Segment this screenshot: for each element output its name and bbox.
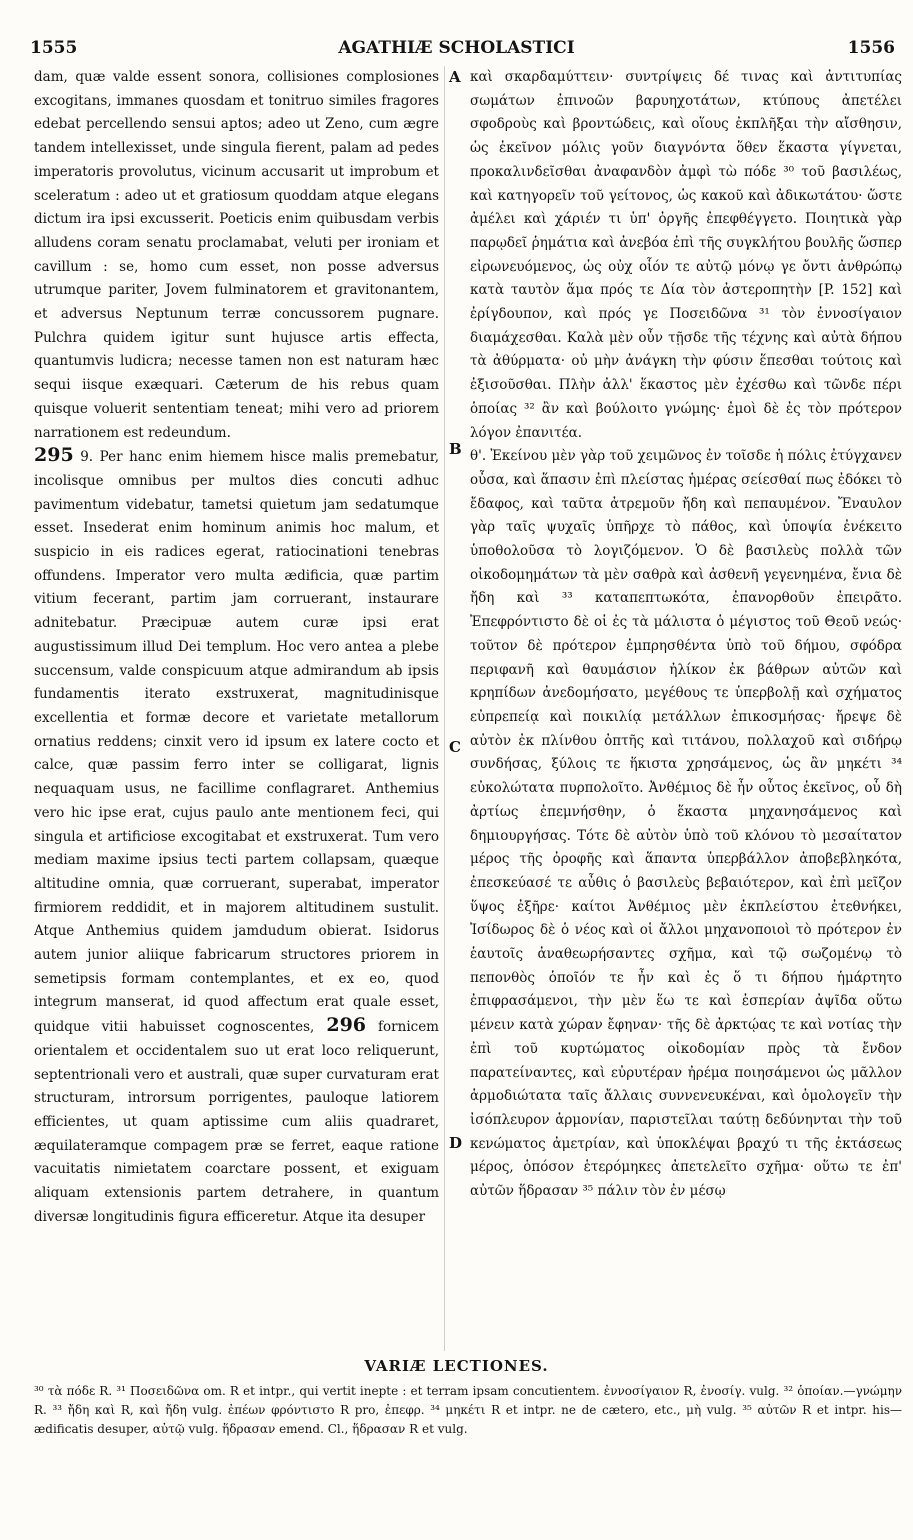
running-title: AGATHIÆ SCHOLASTICI bbox=[338, 38, 575, 58]
section-number-295: 295 bbox=[34, 444, 74, 467]
page-number-left: 1555 bbox=[30, 38, 78, 58]
column-separator bbox=[444, 66, 445, 1351]
variae-lectiones-title: VARIÆ LECTIONES. bbox=[364, 1357, 549, 1375]
section-number-296: 296 bbox=[326, 1014, 367, 1037]
margin-marker-b: B bbox=[449, 440, 462, 458]
latin-paragraph-1: dam, quæ valde essent sonora, collisiones complosiones excogitans, immanes quosdam et tonitruo similes fragores edebat percellendo sensui aptos; adeo ut Zeno, cum ægre tandem intellexisset, unde singula fierent, palam ad pedes imperatoris provolutus, vicinum accusarit ut improbum et sceleratum : adeo ut et gratiosum quoddam atque elegans dictum ira ipsi excusserit. Poeticis enim quibusdam verbis alludens coram senatu proclamabat, veluti per ironiam et cavillum : se, homo cum esset, non posse adversus utrumque pariter, Jovem fulminatorem et gravitonantem, et adversus Neptunum terræ concussorem pugnare. Pulchra quidem igitur sunt hujusce artis effecta, quantumvis ludicra; necesse tamen non est naturam hæc sequi iisque exæquari. Cæterum de his rebus quam quisque voluerit sententiam teneat; mihi vero ad priorem narrationem est redeundum. bbox=[34, 69, 439, 441]
greek-paragraph-2: θ'. Ἐκείνου μὲν γὰρ τοῦ χειμῶνος ἐν τοῖσδε ἡ πόλις ἐτύγχανεν οὖσα, καὶ ἅπασιν ἐπὶ πλείστας ἡμέρας σείεσθαί πως ἐδόκει τὸ ἔδαφος, καὶ ταῦτα ἀτρεμοῦν ἤδη καὶ πεπαυμένον. Ἔναυλον γὰρ ταῖς ψυχαῖς ὑπῆρχε τὸ πάθος, καὶ ὑποψία ἐνέκειτο ὑποθολοῦσα τὸ λογιζόμενον. Ὁ δὲ βασιλεὺς πολλὰ τῶν οἰκοδομημάτων τὰ μὲν σαθρὰ καὶ ἀσθενῆ γεγενημένα, ἔνια δὲ ἤδη καὶ ³³ καταπεπτωκότα, ἐπανορθοῦν ἐπειρᾶτο. Ἐπεφρόντιστο δὲ οἱ ἐς τὰ μάλιστα ὁ μέγιστος τοῦ Θεοῦ νεώς· τοῦτον δὲ πρότερον ἐμπρησθέντα ὑπὸ τοῦ δήμου, σφόδρα περιφανῆ καὶ θαυμάσιον ἠλίκον ἐκ βάθρων αὐτῶν καὶ κρηπίδων ἀνεδομήσατο, μεγέθους τε ὑπερβολῇ καὶ σχήματος εὐπρεπείᾳ καὶ ποικιλίᾳ μετάλλων ἐπικοσμήσας· ἤρεψε δὲ αὐτὸν ἐκ πλίνθου ὀπτῆς καὶ τιτάνου, πολλαχοῦ καὶ σιδήρῳ συνδήσας, ξύλοις τε ἥκιστα χρησάμενος, ὡς ἂν μηκέτι ³⁴ εὐκολώτατα πυρπολοῖτο. Ἀνθέμιος δὲ ἦν οὗτος ἐκεῖνος, οὗ δὴ ἀρτίως ἐπεμνήσθην, ὁ ἕκαστα μηχανησάμενος καὶ δημιουργήσας. Τότε δὲ αὐτὸν ὑπὸ τοῦ κλόνου τὸ μεσαίτατον μέρος τῆς ὀροφῆς καὶ ἅπαντα ὑπερβάλλον ἀποβεβληκότα, ἐπεσκεύασέ τε αὖθις ὁ βασιλεὺς βεβαιότερον, καὶ ἐπὶ μεῖζον ὕψος ἐξῆρε· καίτοι Ἀνθέμιος μὲν ἐκπλείστου ἐτεθνήκει, Ἰσίδωρος δὲ ὁ νέος καὶ οἱ ἄλλοι μηχανοποιοὶ τὸ πρότερον ἐν ἑαυτοῖς ἀναθεωρήσαντες σχῆμα, καὶ τῷ σωζομένῳ τὸ πεπονθὸς ὁποῖόν τε ἦν καὶ ἐς ὅ τι δήπου ἡμάρτητο ἐπιφρασάμενοι, τὴν μὲν ἕω τε καὶ ἑσπερίαν ἀψῖδα οὕτω μένειν κατὰ χώραν ἔφηναν· τῆς δὲ ἀρκτῴας τε καὶ νοτίας τὴν ἐπὶ τοῦ κυρτώματος οἰκοδομίαν πρὸς τὰ ἔνδον παρατείναντες, καὶ εὐρυτέραν ἠρέμα ποιησάμενοι ὡς μᾶλλον ἁρμοδιώτατα ταῖς ἄλλαις συννενευκέναι, καὶ ὁμολογεῖν τὴν ἰσόπλευρον ἁρμονίαν, παριστεῖλαι ταύτῃ δεδύνηνται τὴν τοῦ κενώματος ἀμετρίαν, καὶ ὑποκλέψαι βραχύ τι τῆς ἐκτάσεως μέρος, ὁπόσον ἑτερόμηκες ἀπετελεῖτο σχῆμα· οὕτω τε ἐπ' αὐτῶν ἥδρασαν ³⁵ πάλιν τὸν ἐν μέσῳ bbox=[470, 448, 902, 1200]
greek-column bbox=[470, 66, 902, 1351]
margin-marker-a: A bbox=[449, 68, 461, 86]
page-number-right: 1556 bbox=[847, 38, 895, 58]
margin-marker-d: D bbox=[449, 1134, 463, 1152]
margin-marker-c: C bbox=[449, 738, 461, 756]
latin-paragraph-2-text: 9. Per hanc enim hiemem hisce malis premebatur, incolisque omnibus per multos dies concuti adhuc pavimentum videbatur, tametsi quietum jam sedatumque esset. Insederat enim hominum animis hoc malum, et suspicio in eis radices egerat, ratiocinationi tenebras offundens. Imperator vero multa ædificia, quæ partim vitium fecerant, partim jam corruerant, instaurare adnitebatur. Præcipuæ autem curæ ipsi erat augustissimum illud Dei templum. Hoc vero antea a plebe succensum, valde conspicuum atque admirandum ab ipsis fundamentis iterato exstruxerat, magnitudinisque excellentia et formæ decore et varietate metallorum ornatius reddens; cinxit vero id ipsum ex latere cocto et calce, quæ passim ferro inter se colligarat, lignis nequaquam usus, ne facillime conflagraret. Anthemius vero hic ipse erat, cujus paulo ante mentionem feci, qui singula et artificiose excogitabat et exstruxerat. Tum vero mediam maxime ipsius tecti partem collapsam, quæque altitudine omnia, quæ corruerant, superabat, imperator firmiorem reddidit, et in majorem altitudinem sustulit. Atque Anthemius quidem jamdudum obierat. Isidorus autem junior aliique fabricarum structores priorem in semetipsis formam contemplantes, et ex eo, quod integrum manserat, id quod affectum erat quale esset, quidque vitii habuisset cognoscentes, bbox=[34, 449, 439, 1036]
variae-lectiones-notes: ³⁰ τὰ πόδε R. ³¹ Ποσειδῶνα om. R et intpr., qui vertit inepte : et terram ipsam concutientem. ἐννοσίγαιον R, ἐνοσίγ. vulg. ³² ὁποίαν.—γνώμην R. ³³ ἤδη καὶ R, καὶ ἤδη vulg. ἐπέων φρόντιστο R pro, ἐπεφρ. ³⁴ μηκέτι R et intpr. ne de cætero, etc., μὴ vulg. ³⁵ αὐτῶν R et intpr. his—ædificatis desuper, αὐτῷ vulg. ἥδρασαν emend. Cl., ἥδρασαν R et vulg. bbox=[34, 1384, 902, 1436]
latin-column bbox=[34, 66, 439, 1351]
latin-paragraph-2 bbox=[34, 445, 439, 1229]
latin-paragraph-3-text: fornicem orientalem et occidentalem suo ut erat loco reliquerunt, septentrionali vero et australi, quæ super curvaturam erat structuram, introrsum porrigentes, pauloque latiorem efficientes, ut quam aptissime cum aliis quadraret, æquilateramque compagem præ se ferret, eaque ratione vacuitatis nimietatem coarctare possent, et exiguam aliquam extensionis partem detrahere, in quantum diversæ longitudinis figura efficeretur. Atque ita desuper bbox=[34, 1019, 439, 1225]
running-header bbox=[0, 36, 913, 64]
greek-paragraph-1: καὶ σκαρδαμύττειν· συντρίψεις δέ τινας καὶ ἀντιτυπίας σωμάτων ἐπινοῶν βαρυηχοτάτων, κτύπους ἀπετέλει σφοδροὺς καὶ βροντώδεις, καὶ οἵους ἐκπλῆξαι τὴν αἴσθησιν, ὡς ἐκεῖνον μόλις γοῦν διαγνόντα ὅθεν ἕκαστα γίγνεται, προκαλινδεῖσθαι ἀναφανδὸν ἀμφὶ τὼ πόδε ³⁰ τοῦ βασιλέως, καὶ κατηγορεῖν τοῦ γείτονος, ὡς κακοῦ καὶ ἀδικωτάτου· ὥστε ἀμέλει καὶ χάριέν τι ὑπ' ὀργῆς ἐπεφθέγγετο. Ποιητικὰ γὰρ παρῳδεῖ ῥημάτια καὶ ἀνεβόα ἐπὶ τῆς συγκλήτου βουλῆς ὥσπερ εἰρωνευόμενος, ὡς οὐχ οἷόν τε αὐτῷ μόνῳ γε ὄντι ἀνθρώπῳ κατὰ ταυτὸν ἅμα πρός τε Δία τὸν ἀστεροπητὴν [P. 152] καὶ ἐρίγδουπον, καὶ πρός γε Ποσειδῶνα ³¹ τὸν ἐννοσίγαιον διαμάχεσθαι. Καλὰ μὲν οὖν τῇσδε τῆς τέχνης καὶ αὐτὰ δήπου τὰ ἀθύρματα· οὐ μὴν ἀνάγκη τὴν φύσιν ἕπεσθαι τούτοις καὶ ἐξισοῦσθαι. Πλὴν ἀλλ' ἕκαστος μὲν ἐχέσθω καὶ τῶνδε πέρι ὁποίας ³² ἂν καὶ βούλοιτο γνώμης· ἐμοὶ δὲ ἐς τὸν πρότερον λόγον ἐπανιτέα. bbox=[470, 69, 902, 441]
